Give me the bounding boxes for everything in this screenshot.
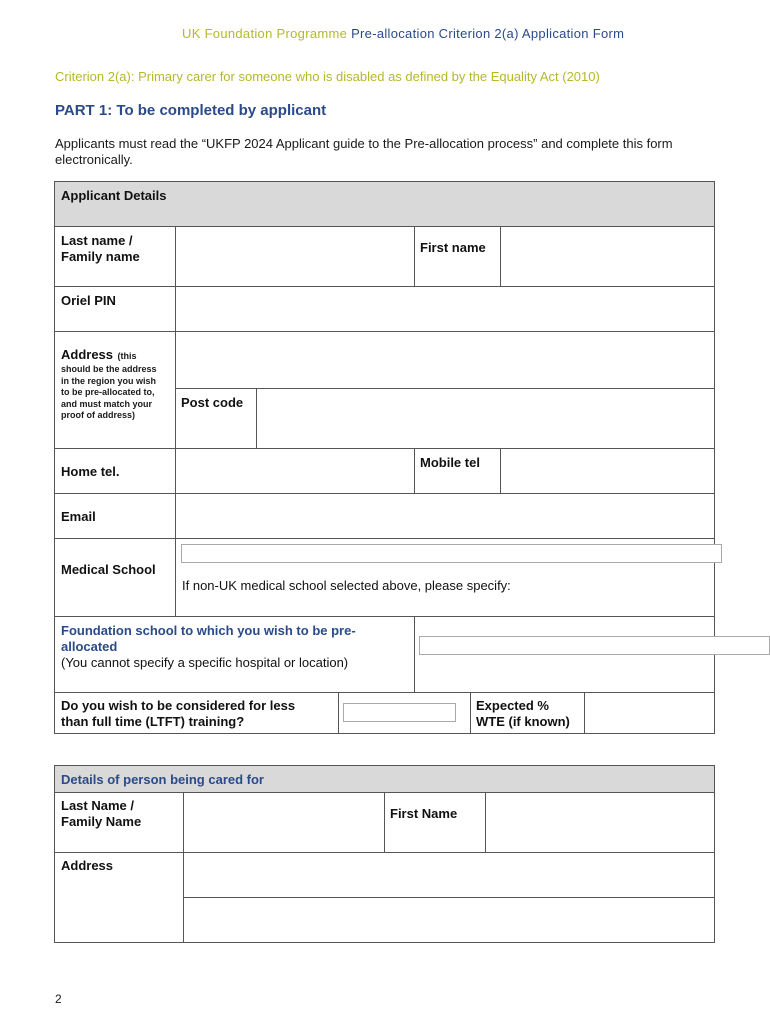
- applicant-details-title: Applicant Details: [61, 188, 167, 203]
- home-tel-label: Home tel.: [61, 464, 120, 479]
- programme-name: UK Foundation Programme: [182, 26, 348, 41]
- email-label: Email: [61, 509, 96, 524]
- ltft-label-line1: Do you wish to be considered for less: [61, 698, 296, 713]
- non-uk-school-note: If non-UK medical school selected above, please specify:: [182, 578, 511, 593]
- last-name-field[interactable]: [175, 226, 415, 287]
- intro-text: Applicants must read the “UKFP 2024 Applicant guide to the Pre-allocation process” and complete this form electronically.: [55, 136, 673, 167]
- address-note-line6: proof of address): [61, 410, 136, 420]
- wte-label: [476, 698, 570, 730]
- cared-last-name-label: [61, 798, 141, 830]
- cared-for-title: Details of person being cared for: [61, 772, 264, 787]
- address-field[interactable]: [175, 331, 715, 389]
- cared-address-field-line1[interactable]: [183, 852, 715, 898]
- foundation-school-select[interactable]: [419, 636, 770, 655]
- cared-first-name-label-cell: [384, 792, 486, 853]
- cared-first-name-field[interactable]: [485, 792, 715, 853]
- cared-address-label: Address: [61, 858, 114, 873]
- mobile-tel-field[interactable]: [500, 448, 715, 494]
- form-header: [182, 26, 624, 41]
- foundation-school-note: (You cannot specify a specific hospital or location): [61, 655, 349, 670]
- medical-school-select[interactable]: [181, 544, 722, 563]
- address-note-line4: to be pre-allocated to,: [61, 387, 155, 397]
- address-note-line3: in the region you wish: [61, 375, 157, 386]
- address-note-line1: (this: [117, 351, 137, 361]
- page-number: 2: [55, 992, 62, 1006]
- postcode-field[interactable]: [256, 388, 715, 449]
- wte-field[interactable]: [584, 692, 715, 734]
- foundation-school-label-line1: Foundation school to which you wish to be pre-: [61, 623, 356, 638]
- ltft-label: [61, 698, 336, 730]
- address-note-line2: should be the address: [61, 364, 157, 374]
- address-note-line5: and must match your: [61, 398, 153, 409]
- oriel-pin-field[interactable]: [175, 286, 715, 332]
- part-heading: PART 1: To be completed by applicant: [55, 102, 327, 119]
- last-name-label-line1: Last name /: [61, 233, 133, 248]
- ltft-select[interactable]: [343, 703, 456, 722]
- email-field[interactable]: [175, 493, 715, 539]
- ltft-label-line2: than full time (LTFT) training?: [61, 714, 245, 729]
- first-name-field[interactable]: [500, 226, 715, 287]
- oriel-pin-label: Oriel PIN: [61, 293, 116, 308]
- first-name-label-cell: [414, 226, 501, 287]
- cared-last-name-label-line1: Last Name /: [61, 798, 134, 813]
- home-tel-field[interactable]: [175, 448, 415, 494]
- cared-last-name-field[interactable]: [183, 792, 385, 853]
- last-name-label-line2: Family name: [61, 249, 140, 264]
- foundation-school-label-line2: allocated: [61, 639, 118, 654]
- form-title: Pre-allocation Criterion 2(a) Application Form: [351, 26, 625, 41]
- wte-label-line2: WTE (if known): [476, 714, 570, 729]
- criterion-line: Criterion 2(a): Primary carer for someone who is disabled as defined by the Equality Act (2010): [55, 69, 600, 84]
- first-name-label: First name: [420, 240, 486, 255]
- address-label-text: Address: [61, 347, 114, 362]
- cared-last-name-label-line2: Family Name: [61, 814, 142, 829]
- postcode-label: Post code: [181, 395, 244, 410]
- address-label: [61, 346, 175, 422]
- cared-first-name-label: First Name: [390, 806, 458, 821]
- wte-label-line1: Expected %: [476, 698, 549, 713]
- last-name-label: [61, 233, 140, 265]
- cared-address-field-line2[interactable]: [183, 897, 715, 943]
- foundation-school-label: [61, 623, 411, 671]
- mobile-tel-label: Mobile tel: [420, 455, 480, 470]
- medical-school-label: Medical School: [61, 562, 156, 577]
